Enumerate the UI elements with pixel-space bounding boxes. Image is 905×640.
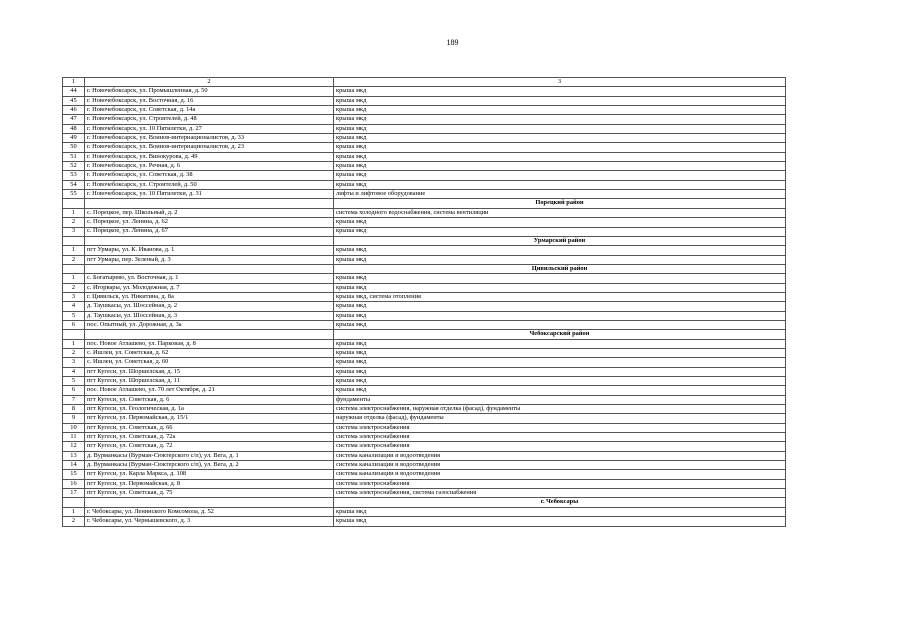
works-cell: крыша мкд (334, 320, 786, 329)
works-cell: крыша мкд (334, 386, 786, 395)
row-number-cell: 1 (63, 339, 85, 348)
row-number-cell: 15 (63, 470, 85, 479)
works-cell: крыша мкд (334, 358, 786, 367)
row-number-cell: 7 (63, 395, 85, 404)
address-cell: с. Ишлеи, ул. Советская, д. 62 (85, 348, 334, 357)
address-cell: пгт Кугеси, ул. Советская, д. 75 (85, 489, 334, 498)
page-number: 189 (446, 38, 459, 47)
row-number-cell: 1 (63, 507, 85, 516)
section-title: Урмарский район (334, 236, 786, 245)
address-cell: с. Ишлеи, ул. Советская, д. 60 (85, 358, 334, 367)
works-cell: наружная отделка (фасад), фундаменты (334, 414, 786, 423)
address-cell: г. Новочебоксарск, ул. Восточная, д. 16 (85, 96, 334, 105)
table-row (63, 246, 786, 255)
row-number-cell: 51 (63, 152, 85, 161)
row-number-cell: 3 (63, 227, 85, 236)
header-cell-2: 2 (85, 78, 334, 87)
table-header-row (63, 78, 786, 87)
works-cell: система канализации и водоотведения (334, 451, 786, 460)
row-number-cell: 4 (63, 367, 85, 376)
header-cell-1: 1 (63, 78, 85, 87)
address-cell: с. Порецкое, ул. Ленина, д. 67 (85, 227, 334, 236)
works-cell: крыша мкд (334, 134, 786, 143)
table-row (63, 386, 786, 395)
address-cell: г. Чебоксары, ул. Ленинского Комсомола, д. 52 (85, 507, 334, 516)
address-cell: пгт Кугеси, ул. Советская, д. 72а (85, 433, 334, 442)
row-number-cell: 45 (63, 96, 85, 105)
row-number-cell: 50 (63, 143, 85, 152)
section-header-row (63, 498, 786, 507)
address-cell: с. Порецкое, пер. Школьный, д. 2 (85, 208, 334, 217)
section-spacer-cell (85, 199, 334, 208)
address-cell: пгт Кугеси, ул. Геологическая, д. 1а (85, 405, 334, 414)
table-row (63, 470, 786, 479)
works-cell: крыша мкд (334, 143, 786, 152)
works-cell: крыша мкд (334, 246, 786, 255)
table-row (63, 171, 786, 180)
row-number-cell: 2 (63, 218, 85, 227)
table-row (63, 423, 786, 432)
address-cell: г. Новочебоксарск, ул. Речная, д. 6 (85, 162, 334, 171)
address-cell: пгт Кугеси, ул. Первомайская, д. 15/1 (85, 414, 334, 423)
address-cell: д. Вурманкасы (Вурман-Сюктерского с/п), ул. Вега, д. 1 (85, 451, 334, 460)
address-cell: пгт Кугеси, ул. Советская, д. 6 (85, 395, 334, 404)
row-number-cell: 6 (63, 386, 85, 395)
works-cell: фундаменты (334, 395, 786, 404)
works-cell: крыша мкд (334, 348, 786, 357)
table-row (63, 461, 786, 470)
address-cell: г. Новочебоксарск, ул. Строителей, д. 50 (85, 180, 334, 189)
row-number-cell: 55 (63, 190, 85, 199)
row-number-cell: 44 (63, 87, 85, 96)
works-cell: крыша мкд (334, 96, 786, 105)
works-cell: лифты и лифтовое оборудование (334, 190, 786, 199)
section-header-row (63, 236, 786, 245)
address-cell: д. Таушкасы, ул. Шоссейная, д. 2 (85, 302, 334, 311)
table-row (63, 162, 786, 171)
works-cell: крыша мкд (334, 507, 786, 516)
table-row (63, 180, 786, 189)
section-spacer-cell (85, 330, 334, 339)
table-row (63, 292, 786, 301)
address-cell: пгт Кугеси, ул. Карла Маркса, д. 108 (85, 470, 334, 479)
row-number-cell: 5 (63, 377, 85, 386)
table-row (63, 106, 786, 115)
table-row (63, 395, 786, 404)
table-row (63, 302, 786, 311)
works-cell: система канализации и водоотведения (334, 461, 786, 470)
table-row (63, 143, 786, 152)
table-row (63, 414, 786, 423)
address-cell: г. Новочебоксарск, ул. Винокурова, д. 49 (85, 152, 334, 161)
section-header-row (63, 199, 786, 208)
address-cell: пгт Урмары, ул. К. Иванова, д. 1 (85, 246, 334, 255)
row-number-cell: 54 (63, 180, 85, 189)
row-number-cell: 13 (63, 451, 85, 460)
table-row (63, 367, 786, 376)
section-spacer-cell (85, 264, 334, 273)
section-spacer-cell (63, 264, 85, 273)
row-number-cell: 14 (63, 461, 85, 470)
works-cell: крыша мкд (334, 255, 786, 264)
address-cell: пгт Кугеси, ул. Советская, д. 72 (85, 442, 334, 451)
row-number-cell: 5 (63, 311, 85, 320)
works-cell: крыша мкд (334, 377, 786, 386)
register-table-body (63, 78, 786, 527)
works-cell: крыша мкд (334, 106, 786, 115)
table-row (63, 311, 786, 320)
works-cell: крыша мкд (334, 302, 786, 311)
works-cell: крыша мкд (334, 367, 786, 376)
table-row (63, 339, 786, 348)
address-cell: пгт Урмары, пер. Зеленый, д. 3 (85, 255, 334, 264)
address-cell: пгт Кугеси, ул. Шоршелская, д. 15 (85, 367, 334, 376)
address-cell: пгт Кугеси, ул. Шоршелская, д. 11 (85, 377, 334, 386)
section-spacer-cell (63, 498, 85, 507)
works-cell: система электроснабжения (334, 442, 786, 451)
works-cell: крыша мкд (334, 283, 786, 292)
address-cell: г. Цивильск, ул. Никитина, д. 8а (85, 292, 334, 301)
row-number-cell: 1 (63, 274, 85, 283)
row-number-cell: 3 (63, 358, 85, 367)
table-row (63, 274, 786, 283)
section-spacer-cell (85, 498, 334, 507)
section-title: Цивильский район (334, 264, 786, 273)
table-row (63, 507, 786, 516)
section-title: Чебоксарский район (334, 330, 786, 339)
row-number-cell: 2 (63, 283, 85, 292)
address-cell: пос. Новое Атлашево, ул. 70 лет Октября, д. 21 (85, 386, 334, 395)
header-cell-3: 3 (334, 78, 786, 87)
address-cell: пос. Новое Атлашево, ул. Парковая, д. 8 (85, 339, 334, 348)
table-row (63, 87, 786, 96)
table-row (63, 227, 786, 236)
row-number-cell: 49 (63, 134, 85, 143)
row-number-cell: 2 (63, 255, 85, 264)
row-number-cell: 16 (63, 479, 85, 488)
address-cell: г. Новочебоксарск, ул. Воинов-интернационалистов, д. 23 (85, 143, 334, 152)
row-number-cell: 52 (63, 162, 85, 171)
works-cell: система канализации и водоотведения (334, 470, 786, 479)
table-row (63, 451, 786, 460)
works-cell: крыша мкд (334, 311, 786, 320)
works-cell: крыша мкд (334, 115, 786, 124)
table-row (63, 283, 786, 292)
row-number-cell: 6 (63, 320, 85, 329)
address-cell: г. Новочебоксарск, ул. 10 Пятилетки, д. 31 (85, 190, 334, 199)
table-row (63, 96, 786, 105)
works-cell: система электроснабжения (334, 479, 786, 488)
section-spacer-cell (63, 199, 85, 208)
row-number-cell: 12 (63, 442, 85, 451)
table-row (63, 377, 786, 386)
works-cell: крыша мкд (334, 517, 786, 526)
address-cell: с. Порецкое, ул. Ленина, д. 62 (85, 218, 334, 227)
table-row (63, 152, 786, 161)
address-cell: г. Новочебоксарск, ул. Советская, д. 38 (85, 171, 334, 180)
table-row (63, 489, 786, 498)
row-number-cell: 47 (63, 115, 85, 124)
table-row (63, 517, 786, 526)
table-row (63, 255, 786, 264)
section-spacer-cell (85, 236, 334, 245)
register-table (62, 77, 786, 527)
address-cell: г. Новочебоксарск, ул. Советская, д. 14а (85, 106, 334, 115)
table-row (63, 124, 786, 133)
works-cell: система электроснабжения (334, 433, 786, 442)
table-row (63, 208, 786, 217)
table-row (63, 348, 786, 357)
works-cell: крыша мкд (334, 274, 786, 283)
row-number-cell: 2 (63, 348, 85, 357)
row-number-cell: 1 (63, 208, 85, 217)
works-cell: крыша мкд (334, 339, 786, 348)
section-title: г. Чебоксары (334, 498, 786, 507)
row-number-cell: 9 (63, 414, 85, 423)
works-cell: крыша мкд (334, 152, 786, 161)
row-number-cell: 8 (63, 405, 85, 414)
section-title: Порецкий район (334, 199, 786, 208)
works-cell: крыша мкд (334, 87, 786, 96)
table-row (63, 479, 786, 488)
section-spacer-cell (63, 236, 85, 245)
table-row (63, 405, 786, 414)
table-row (63, 134, 786, 143)
section-header-row (63, 330, 786, 339)
works-cell: система холодного водоснабжения, система вентиляции (334, 208, 786, 217)
row-number-cell: 11 (63, 433, 85, 442)
address-cell: г. Новочебоксарск, ул. Строителей, д. 48 (85, 115, 334, 124)
row-number-cell: 1 (63, 246, 85, 255)
works-cell: крыша мкд (334, 171, 786, 180)
table-row (63, 358, 786, 367)
address-cell: пгт Кугеси, ул. Советская, д. 66 (85, 423, 334, 432)
address-cell: пгт Кугеси, ул. Первомайская, д. 8 (85, 479, 334, 488)
table-row (63, 442, 786, 451)
table-row (63, 218, 786, 227)
address-cell: г. Новочебоксарск, ул. Воинов-интернационалистов, д. 33 (85, 134, 334, 143)
works-cell: крыша мкд (334, 162, 786, 171)
table-row (63, 115, 786, 124)
row-number-cell: 10 (63, 423, 85, 432)
section-header-row (63, 264, 786, 273)
row-number-cell: 2 (63, 517, 85, 526)
row-number-cell: 4 (63, 302, 85, 311)
table-row (63, 190, 786, 199)
address-cell: г. Новочебоксарск, ул. 10 Пятилетки, д. 27 (85, 124, 334, 133)
works-cell: система электроснабжения, система газоснабжения (334, 489, 786, 498)
row-number-cell: 3 (63, 292, 85, 301)
address-cell: д. Таушкасы, ул. Шоссейная, д. 3 (85, 311, 334, 320)
section-spacer-cell (63, 330, 85, 339)
address-cell: с. Богатырево, ул. Восточная, д. 1 (85, 274, 334, 283)
row-number-cell: 48 (63, 124, 85, 133)
table-row (63, 320, 786, 329)
works-cell: крыша мкд, система отопления (334, 292, 786, 301)
address-cell: г. Новочебоксарск, ул. Промышленная, д. 50 (85, 87, 334, 96)
works-cell: система электроснабжения (334, 423, 786, 432)
address-cell: д. Вурманкасы (Вурман-Сюктерского с/п), ул. Вега, д. 2 (85, 461, 334, 470)
address-cell: г. Чебоксары, ул. Чернышевского, д. 3 (85, 517, 334, 526)
row-number-cell: 46 (63, 106, 85, 115)
row-number-cell: 53 (63, 171, 85, 180)
works-cell: крыша мкд (334, 124, 786, 133)
table-row (63, 433, 786, 442)
row-number-cell: 17 (63, 489, 85, 498)
address-cell: пос. Опытный, ул. Дорожная, д. 3а (85, 320, 334, 329)
works-cell: крыша мкд (334, 227, 786, 236)
works-cell: система электроснабжения, наружная отделка (фасад), фундаменты (334, 405, 786, 414)
address-cell: с. Игорвары, ул. Молодежная, д. 7 (85, 283, 334, 292)
works-cell: крыша мкд (334, 180, 786, 189)
works-cell: крыша мкд (334, 218, 786, 227)
